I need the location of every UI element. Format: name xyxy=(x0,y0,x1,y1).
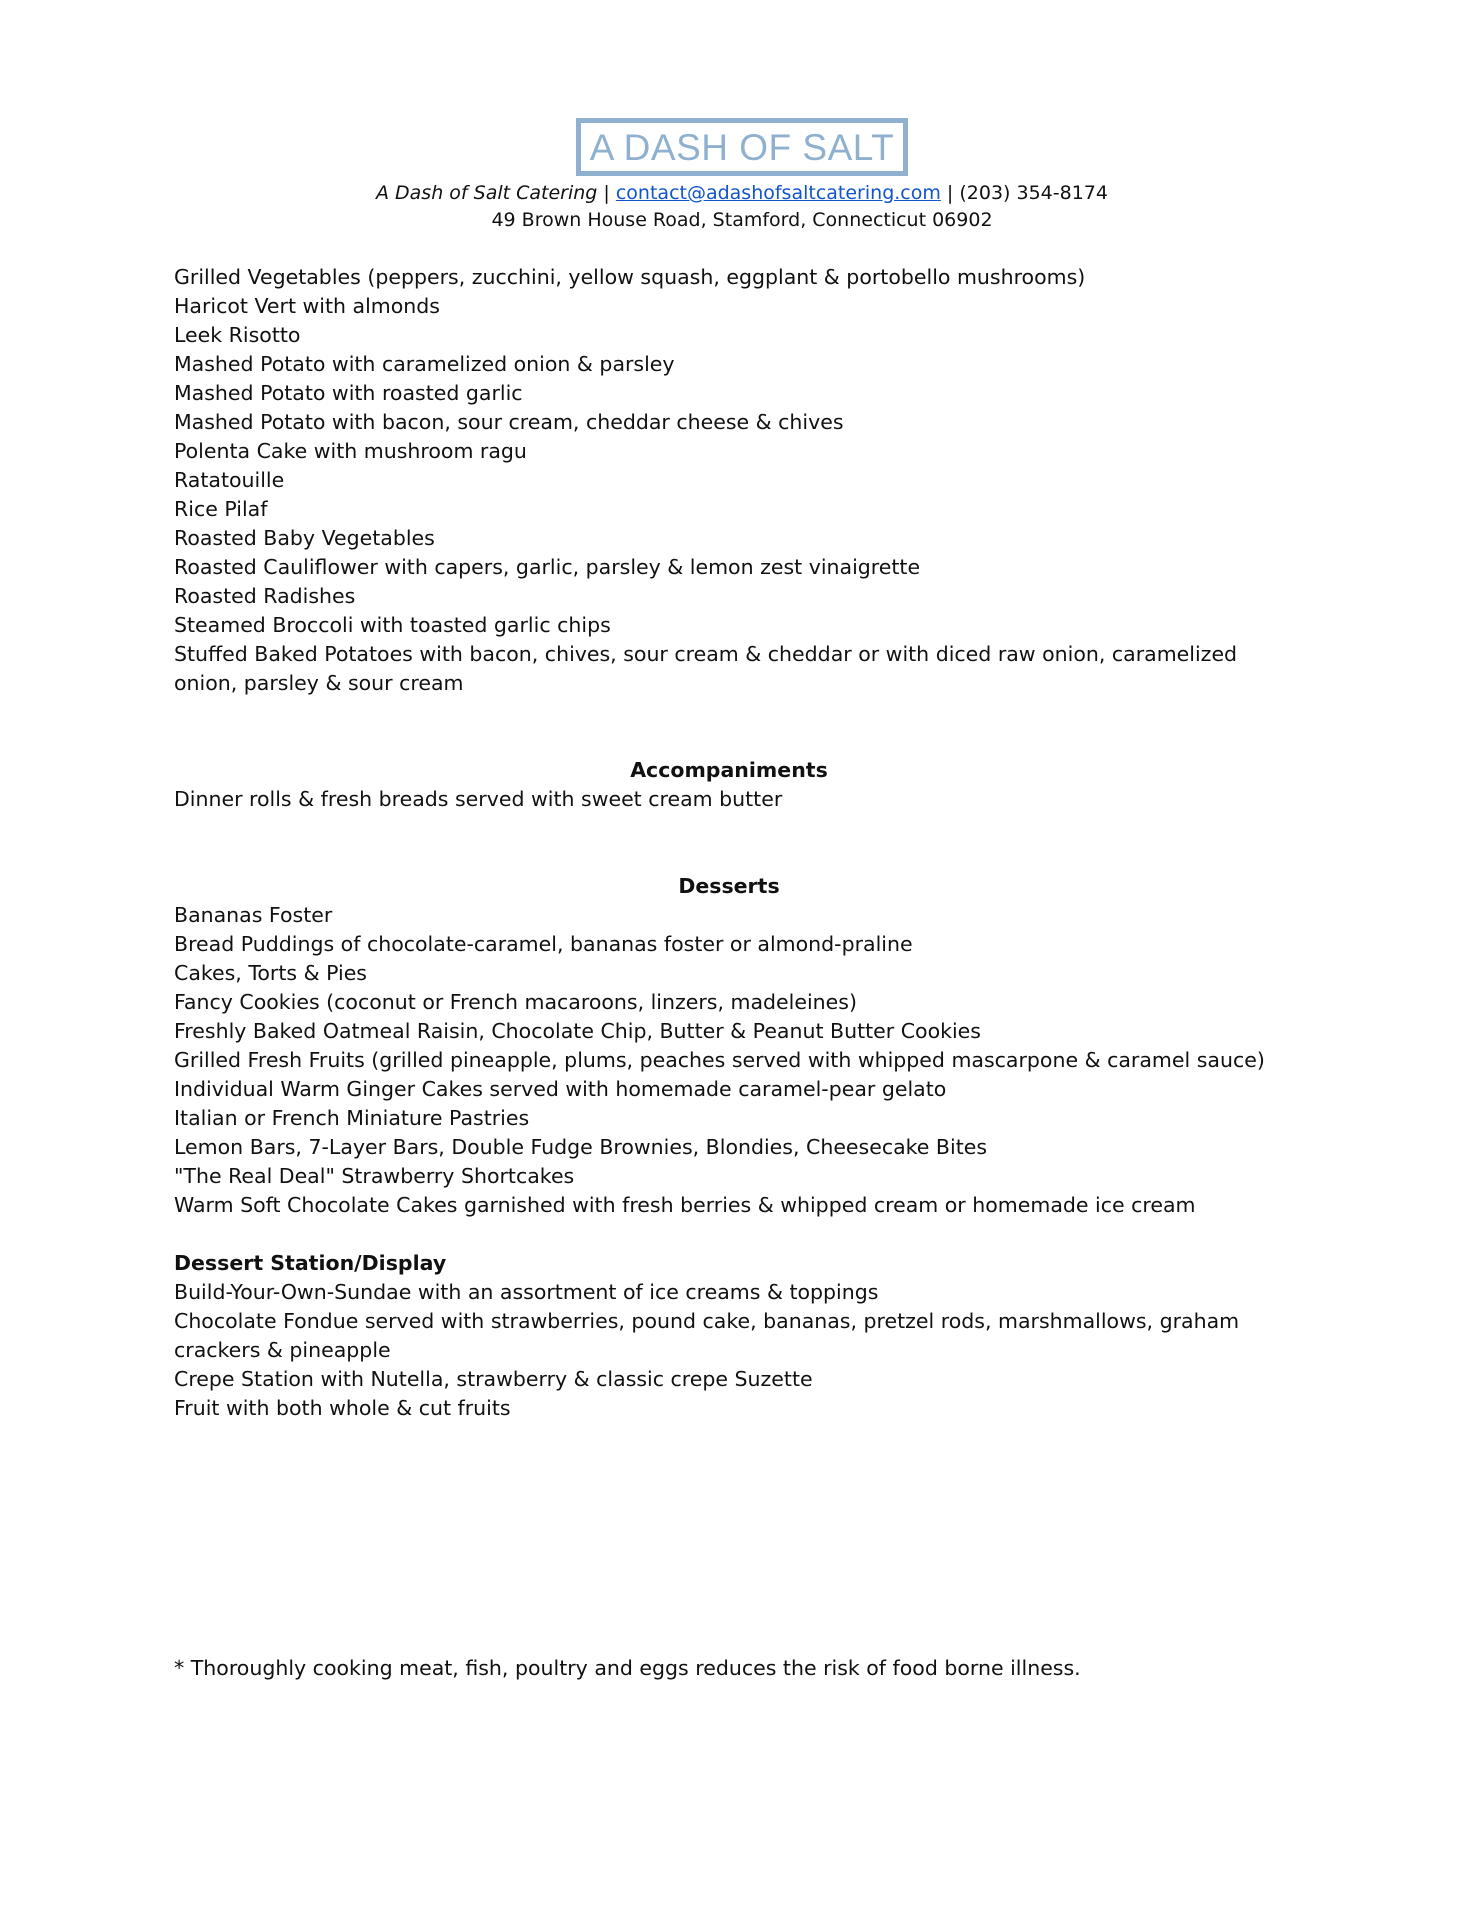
list-item: Stuffed Baked Potatoes with bacon, chives, sour cream & cheddar or with diced raw onion, caramelized onion, parsley & sour cream xyxy=(174,642,1238,695)
list-item: Haricot Vert with almonds xyxy=(174,294,440,318)
list-item: Crepe Station with Nutella, strawberry & classic crepe Suzette xyxy=(174,1367,813,1391)
list-item: Mashed Potato with roasted garlic xyxy=(174,381,523,405)
spacer xyxy=(174,698,1284,756)
list-item: Mashed Potato with caramelized onion & parsley xyxy=(174,352,675,376)
list-item: Fruit with both whole & cut fruits xyxy=(174,1396,511,1420)
menu-content xyxy=(174,263,1284,1423)
list-item: Freshly Baked Oatmeal Raisin, Chocolate Chip, Butter & Peanut Butter Cookies xyxy=(174,1019,981,1043)
company-logo: A DASH OF SALT xyxy=(576,118,908,176)
company-name: A Dash of Salt Catering xyxy=(376,182,598,204)
list-item: Fancy Cookies (coconut or French macaroons, linzers, madeleines) xyxy=(174,990,857,1014)
food-safety-footnote: * Thoroughly cooking meat, fish, poultry and eggs reduces the risk of food borne illness. xyxy=(174,1656,1081,1680)
list-item: Ratatouille xyxy=(174,468,285,492)
contact-separator: | xyxy=(603,182,610,204)
list-item: Build-Your-Own-Sundae with an assortment of ice creams & toppings xyxy=(174,1280,879,1304)
list-item: Rice Pilaf xyxy=(174,497,268,521)
contact-line xyxy=(0,180,1484,206)
list-item: Roasted Cauliflower with capers, garlic, parsley & lemon zest vinaigrette xyxy=(174,555,921,579)
spacer xyxy=(174,814,1284,872)
list-item: Roasted Radishes xyxy=(174,584,356,608)
list-item: "The Real Deal" Strawberry Shortcakes xyxy=(174,1164,575,1188)
address: 49 Brown House Road, Stamford, Connecticut 06902 xyxy=(491,209,993,231)
list-item: Cakes, Torts & Pies xyxy=(174,961,367,985)
list-item: Polenta Cake with mushroom ragu xyxy=(174,439,527,463)
list-item: Lemon Bars, 7-Layer Bars, Double Fudge Brownies, Blondies, Cheesecake Bites xyxy=(174,1135,988,1159)
list-item: Individual Warm Ginger Cakes served with homemade caramel-pear gelato xyxy=(174,1077,947,1101)
desserts-heading: Desserts xyxy=(678,874,780,898)
list-item: Mashed Potato with bacon, sour cream, cheddar cheese & chives xyxy=(174,410,844,434)
sides-list xyxy=(174,263,1284,698)
spacer xyxy=(174,1220,1284,1249)
dessert-station-list xyxy=(174,1278,1284,1423)
accompaniments-heading: Accompaniments xyxy=(630,758,828,782)
logo-container xyxy=(0,118,1484,176)
email-link[interactable]: contact@adashofsaltcatering.com xyxy=(615,182,941,204)
list-item: Grilled Vegetables (peppers, zucchini, yellow squash, eggplant & portobello mushrooms) xyxy=(174,265,1086,289)
list-item: Bananas Foster xyxy=(174,903,333,927)
list-item: Warm Soft Chocolate Cakes garnished with fresh berries & whipped cream or homemade ice cream xyxy=(174,1193,1196,1217)
phone-number: (203) 354-8174 xyxy=(959,182,1108,204)
list-item: Bread Puddings of chocolate-caramel, bananas foster or almond-praline xyxy=(174,932,913,956)
list-item: Roasted Baby Vegetables xyxy=(174,526,435,550)
list-item: Dinner rolls & fresh breads served with sweet cream butter xyxy=(174,787,783,811)
list-item: Grilled Fresh Fruits (grilled pineapple, plums, peaches served with whipped mascarpone & caramel sauce) xyxy=(174,1048,1265,1072)
list-item: Leek Risotto xyxy=(174,323,301,347)
dessert-station-heading: Dessert Station/Display xyxy=(174,1251,447,1275)
contact-separator-2: | xyxy=(946,182,954,204)
list-item: Steamed Broccoli with toasted garlic chips xyxy=(174,613,611,637)
list-item: Chocolate Fondue served with strawberries, pound cake, bananas, pretzel rods, marshmallows, graham crackers & pineapple xyxy=(174,1309,1240,1362)
list-item: Italian or French Miniature Pastries xyxy=(174,1106,530,1130)
desserts-list xyxy=(174,901,1284,1220)
